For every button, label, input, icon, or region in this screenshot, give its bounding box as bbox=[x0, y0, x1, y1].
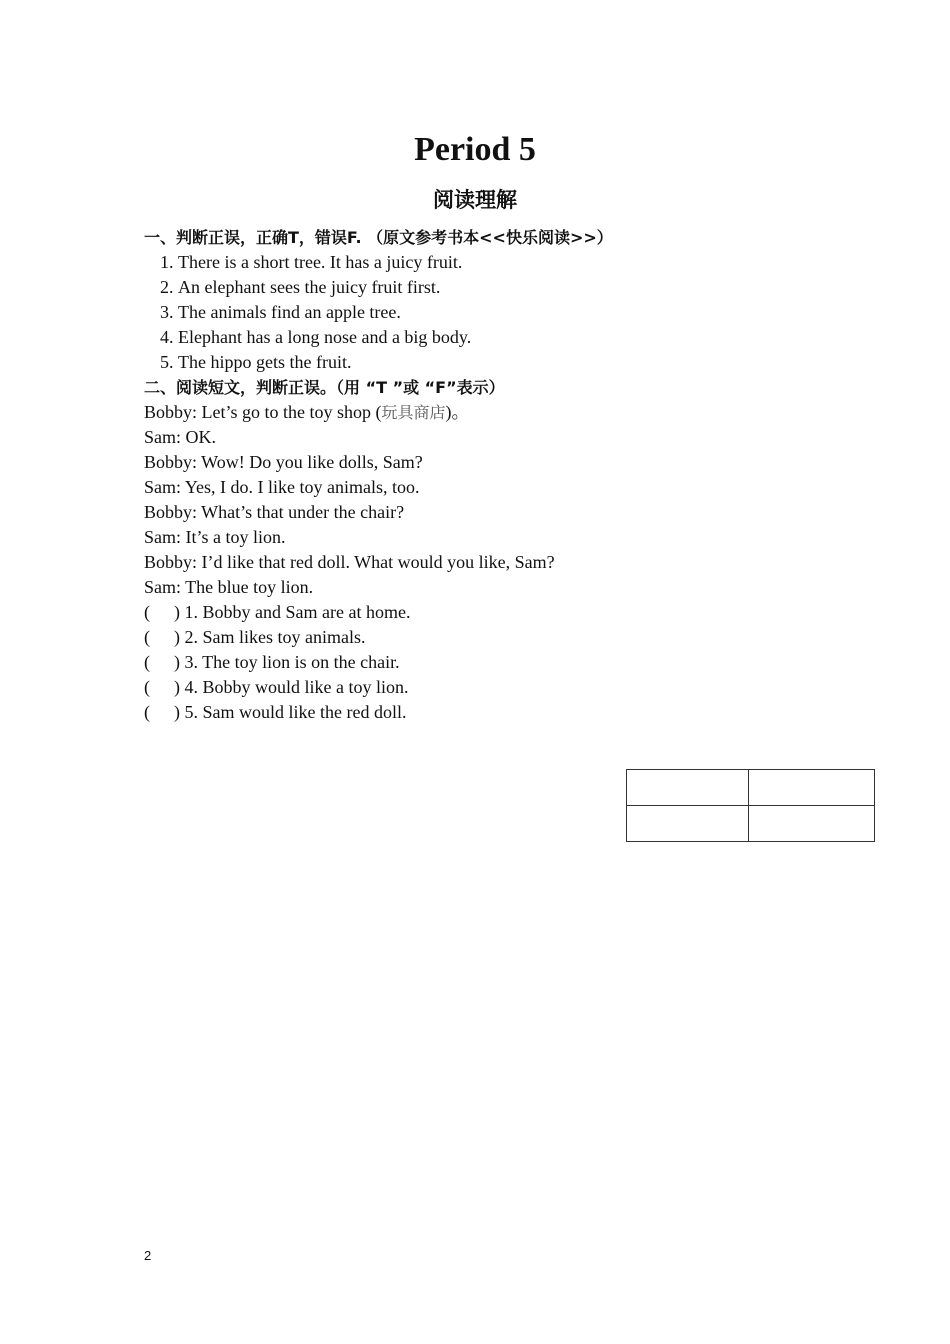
statement-item bbox=[144, 300, 864, 325]
statement-text: An elephant sees the juicy fruit first. bbox=[178, 277, 441, 297]
statement-text: The animals find an apple tree. bbox=[178, 302, 401, 322]
answer-blank[interactable]: ( bbox=[144, 677, 150, 697]
dialogue-text: Bobby: Let’s go to the toy shop ( bbox=[144, 402, 382, 422]
page-title: Period 5 bbox=[414, 131, 536, 168]
statement-number: 5. bbox=[160, 352, 174, 372]
table-cell[interactable] bbox=[627, 806, 749, 842]
question-item bbox=[144, 600, 864, 625]
statement-number: 1. bbox=[160, 252, 174, 272]
statement-number: 2. bbox=[160, 277, 174, 297]
dialogue-line: Bobby: What’s that under the chair? bbox=[144, 502, 405, 522]
table-row bbox=[627, 770, 875, 806]
dialogue-line bbox=[144, 400, 864, 425]
question-item bbox=[144, 675, 864, 700]
statement-text: There is a short tree. It has a juicy fruit. bbox=[178, 252, 463, 272]
score-table bbox=[626, 769, 875, 842]
dialogue-line: Sam: The blue toy lion. bbox=[144, 577, 314, 597]
question-text: ) 4. Bobby would like a toy lion. bbox=[174, 677, 409, 697]
page-subtitle: 阅读理解 bbox=[433, 188, 517, 212]
section-1-heading: 一、判断正误，正确T，错误F. （原文参考书本<<快乐阅读>>） bbox=[144, 228, 613, 247]
table-cell[interactable] bbox=[749, 770, 875, 806]
question-text: ) 3. The toy lion is on the chair. bbox=[174, 652, 400, 672]
answer-blank[interactable]: ( bbox=[144, 702, 150, 722]
statement-number: 3. bbox=[160, 302, 174, 322]
page-number: 2 bbox=[144, 1248, 152, 1263]
question-text: ) 2. Sam likes toy animals. bbox=[174, 627, 366, 647]
answer-blank[interactable]: ( bbox=[144, 627, 150, 647]
statement-item bbox=[144, 250, 864, 275]
dialogue-line: Bobby: I’d like that red doll. What would you like, Sam? bbox=[144, 552, 555, 572]
statement-item bbox=[144, 275, 864, 300]
question-item bbox=[144, 700, 864, 725]
statement-text: The hippo gets the fruit. bbox=[178, 352, 352, 372]
statement-number: 4. bbox=[160, 327, 174, 347]
question-item bbox=[144, 625, 864, 650]
table-row bbox=[627, 806, 875, 842]
question-item bbox=[144, 650, 864, 675]
table-cell[interactable] bbox=[749, 806, 875, 842]
statement-text: Elephant has a long nose and a big body. bbox=[178, 327, 472, 347]
dialogue-text-end: )。 bbox=[445, 402, 470, 422]
answer-blank[interactable]: ( bbox=[144, 602, 150, 622]
dialogue-line: Sam: It’s a toy lion. bbox=[144, 527, 286, 547]
dialogue-chinese-gloss: 玩具商店 bbox=[381, 403, 446, 422]
question-text: ) 5. Sam would like the red doll. bbox=[174, 702, 407, 722]
worksheet-content bbox=[144, 225, 864, 725]
statement-item bbox=[144, 350, 864, 375]
dialogue-line: Sam: Yes, I do. I like toy animals, too. bbox=[144, 477, 420, 497]
table-cell[interactable] bbox=[627, 770, 749, 806]
dialogue-line: Bobby: Wow! Do you like dolls, Sam? bbox=[144, 452, 423, 472]
answer-blank[interactable]: ( bbox=[144, 652, 150, 672]
dialogue-line: Sam: OK. bbox=[144, 427, 216, 447]
question-text: ) 1. Bobby and Sam are at home. bbox=[174, 602, 411, 622]
section-2-heading: 二、阅读短文，判断正误。（用 “T ”或 “F”表示） bbox=[144, 378, 505, 397]
statement-item bbox=[144, 325, 864, 350]
